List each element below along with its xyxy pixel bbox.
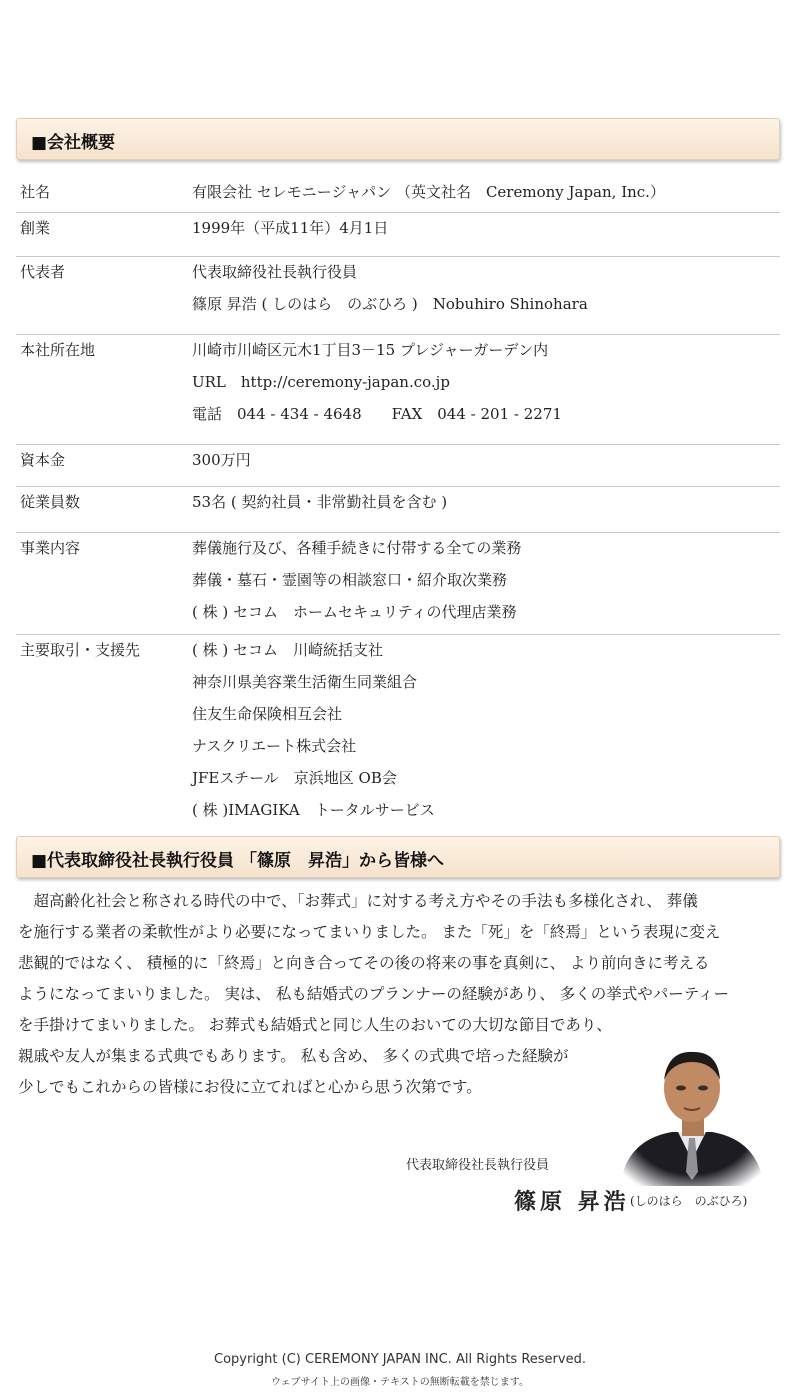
info-row — [16, 256, 780, 335]
info-value-line: 篠原 昇浩 ( しのはら のぶひろ ) Nobuhiro Shinohara — [192, 295, 588, 313]
info-value-line: JFEスチール 京浜地区 OB会 — [192, 769, 397, 787]
info-value — [192, 256, 588, 320]
info-value-line: 有限会社 セレモニージャパン （英文社名 Ceremony Japan, Inc.） — [192, 183, 665, 201]
info-value-line: 1999年（平成11年）4月1日 — [192, 219, 389, 237]
info-row — [16, 334, 780, 445]
info-label: 本社所在地 — [20, 341, 96, 359]
message-line: ようになってまいりました。 実は、 私も結婚式のプランナーの経験があり、 多くの挙式やパーティー — [18, 985, 730, 1003]
ceo-photo — [612, 1040, 772, 1186]
info-value-line: 葬儀施行及び、各種手続きに付帯する全ての業務 — [192, 539, 522, 557]
info-value-line: ( 株 ) セコム ホームセキュリティの代理店業務 — [192, 603, 517, 621]
info-value-line: 300万円 — [192, 451, 251, 469]
message-line: 少しでもこれからの皆様にお役に立てればと心から思う次第です。 — [18, 1078, 482, 1096]
info-value — [192, 634, 435, 826]
info-value — [192, 444, 251, 476]
copyright: Copyright (C) CEREMONY JAPAN INC. All Rights Reserved. — [214, 1352, 586, 1367]
signature-title: 代表取締役社長執行役員 — [406, 1158, 550, 1173]
section-title: ■代表取締役社長執行役員 「篠原 昇浩」から皆様へ — [31, 851, 444, 871]
info-value — [192, 212, 388, 244]
section-title: ■会社概要 — [31, 133, 116, 153]
info-value — [192, 334, 562, 430]
info-label: 代表者 — [20, 263, 66, 281]
info-row — [16, 634, 780, 824]
message-line: 超高齢化社会と称される時代の中で、「お葬式」に対する考え方やその手法も多様化され、 葬儀 — [18, 892, 698, 910]
message-line: 親戚や友人が集まる式典でもあります。 私も含め、 多くの式典で培った経験が — [18, 1047, 569, 1065]
info-value-line: 神奈川県美容業生活衛生同業組合 — [192, 673, 418, 691]
info-value — [192, 176, 665, 208]
info-value-line: 住友生命保険相互会社 — [192, 705, 343, 723]
info-label: 資本金 — [20, 451, 66, 469]
info-value — [192, 532, 521, 628]
info-row — [16, 486, 780, 533]
company-overview-header — [16, 118, 780, 160]
info-label: 創業 — [20, 219, 51, 237]
info-value-line: 葬儀・墓石・霊園等の相談窓口・紹介取次業務 — [192, 571, 508, 589]
info-label: 従業員数 — [20, 493, 81, 511]
info-label: 社名 — [20, 183, 51, 201]
copyright-notice: ウェブサイト上の画像・テキストの無断転載を禁じます。 — [271, 1377, 529, 1388]
info-row — [16, 532, 780, 635]
message-header — [16, 836, 780, 878]
signature-reading: (しのはら のぶひろ) — [630, 1194, 748, 1208]
info-value-line: 川崎市川崎区元木1丁目3－15 プレジャーガーデン内 — [192, 341, 549, 359]
info-value-line: 代表取締役社長執行役員 — [192, 263, 358, 281]
message-line: を手掛けてまいりました。 お葬式も結婚式と同じ人生のおいての大切な節目であり、 — [18, 1016, 612, 1034]
info-row — [16, 176, 780, 213]
message-line: 悲観的ではなく、 積極的に「終焉」と向き合ってその後の将来の事を真剣に、 より前向きに考える — [18, 954, 710, 972]
info-row — [16, 444, 780, 487]
info-label: 主要取引・支援先 — [20, 641, 141, 659]
info-value-line: 53名 ( 契約社員・非常勤社員を含む ) — [192, 493, 448, 511]
info-row — [16, 212, 780, 257]
info-value-line: URL http://ceremony-japan.co.jp — [192, 373, 450, 391]
info-value-line: ( 株 ) セコム 川崎統括支社 — [192, 641, 384, 659]
info-label: 事業内容 — [20, 539, 81, 557]
info-value-line: ナスクリエート株式会社 — [192, 737, 357, 755]
signature-name: 篠原 昇浩 — [514, 1189, 630, 1215]
info-value-line: 電話 044 - 434 - 4648 FAX 044 - 201 - 2271 — [192, 405, 562, 423]
message-line: を施行する業者の柔軟性がより必要になってまいりました。 また「死」を「終焉」という表現に変え — [18, 923, 721, 941]
info-value-line: ( 株 )IMAGIKA トータルサービス — [192, 801, 435, 819]
info-value — [192, 486, 447, 518]
